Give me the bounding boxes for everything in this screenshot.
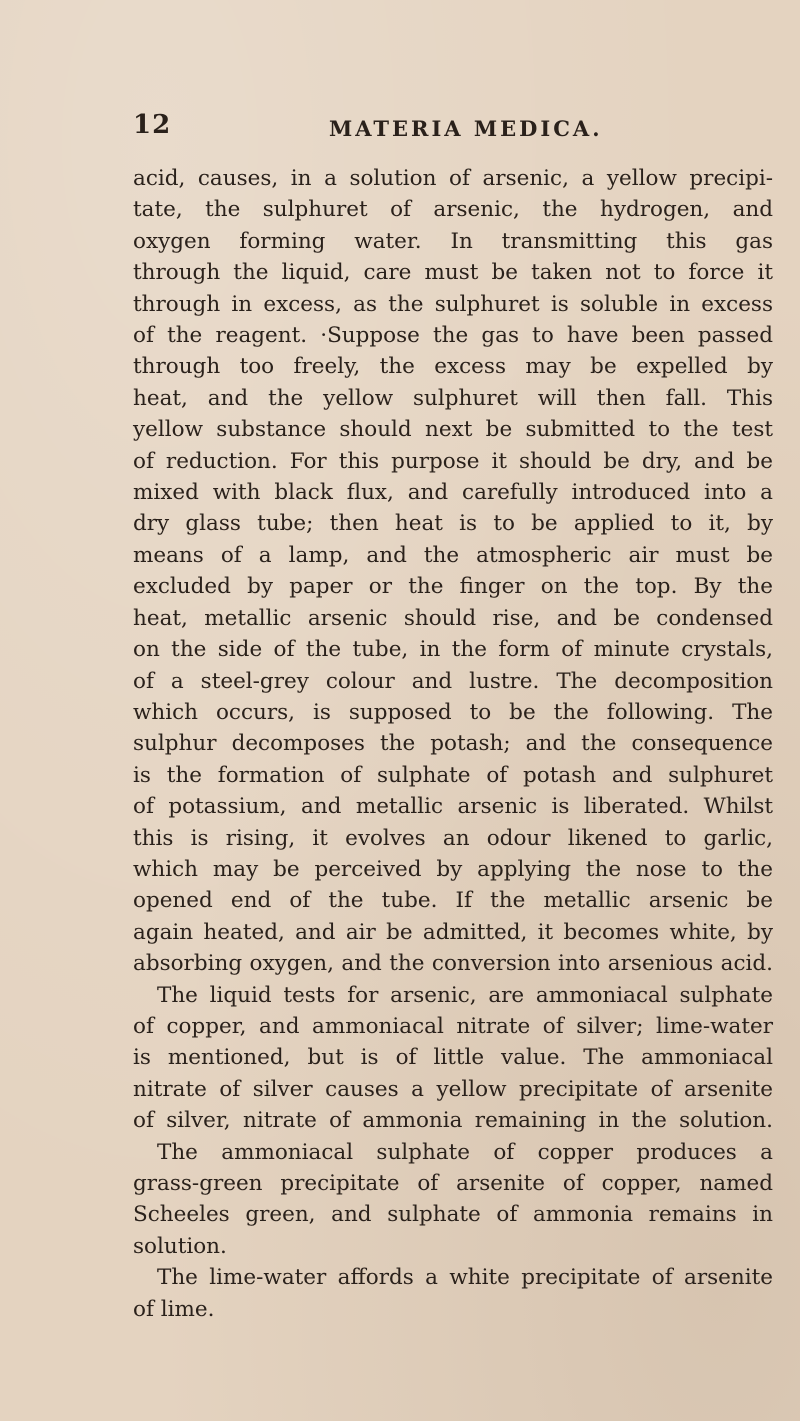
text-line: The lime-water affords a white precipitate of arsenite	[157, 1265, 773, 1291]
text-line: opened end of the tube. If the metallic arsenic be	[133, 888, 773, 914]
text-line: is mentioned, but is of little value. The ammoniacal	[133, 1045, 773, 1071]
text-line: of lime.	[133, 1296, 215, 1322]
text-line: of potassium, and metallic arsenic is liberated. Whilst	[133, 794, 773, 820]
text-line: again heated, and air be admitted, it becomes white, by	[133, 919, 773, 945]
text-line: of a steel-grey colour and lustre. The decomposition	[133, 668, 773, 694]
text-line: means of a lamp, and the atmospheric air must be	[133, 542, 773, 568]
running-title: MATERIA MEDICA.	[329, 116, 603, 141]
text-line: heat, and the yellow sulphuret will then fall. This	[133, 385, 773, 411]
text-line: dry glass tube; then heat is to be applied to it, by	[133, 511, 773, 537]
text-line: on the side of the tube, in the form of minute crystals,	[133, 637, 773, 663]
text-line: is the formation of sulphate of potash and sulphuret	[133, 762, 773, 788]
text-line: oxygen forming water. In transmitting this gas	[133, 228, 773, 254]
text-line: yellow substance should next be submitted to the test	[133, 417, 773, 443]
text-line: which may be perceived by applying the nose to the	[133, 856, 773, 882]
text-line: of silver, nitrate of ammonia remaining in the solution.	[133, 1108, 773, 1134]
text-line: this is rising, it evolves an odour likened to garlic,	[133, 825, 773, 851]
text-line: through in excess, as the sulphuret is soluble in excess	[133, 291, 773, 317]
text-line: of copper, and ammoniacal nitrate of silver; lime-water	[133, 1013, 773, 1039]
page-number: 12	[133, 110, 172, 140]
text-line: of the reagent. ·Suppose the gas to have been passed	[133, 323, 773, 349]
text-line: The ammoniacal sulphate of copper produces a	[157, 1139, 773, 1165]
body-text	[133, 163, 773, 1325]
text-line: excluded by paper or the finger on the top. By the	[133, 574, 773, 600]
text-line: absorbing oxygen, and the conversion into arsenious acid.	[133, 951, 773, 977]
text-line: tate, the sulphuret of arsenic, the hydrogen, and	[133, 197, 773, 223]
text-line: mixed with black flux, and carefully introduced into a	[133, 480, 773, 506]
text-line: solution.	[133, 1233, 227, 1259]
text-line: through too freely, the excess may be expelled by	[133, 354, 773, 380]
text-line: of reduction. For this purpose it should be dry, and be	[133, 448, 773, 474]
text-line: sulphur decomposes the potash; and the consequence	[133, 731, 773, 757]
text-line: acid, causes, in a solution of arsenic, a yellow precipi-	[133, 166, 773, 191]
text-line: which occurs, is supposed to be the following. The	[133, 699, 773, 725]
text-line: heat, metallic arsenic should rise, and be condensed	[133, 605, 773, 631]
text-line: grass-green precipitate of arsenite of copper, named	[133, 1171, 773, 1196]
text-line: The liquid tests for arsenic, are ammoniacal sulphate	[157, 982, 773, 1008]
text-line: nitrate of silver causes a yellow precipitate of arsenite	[133, 1076, 773, 1102]
running-head	[0, 110, 800, 150]
text-line: Scheeles green, and sulphate of ammonia remains in	[133, 1202, 773, 1228]
text-line: through the liquid, care must be taken not to force it	[133, 260, 773, 286]
